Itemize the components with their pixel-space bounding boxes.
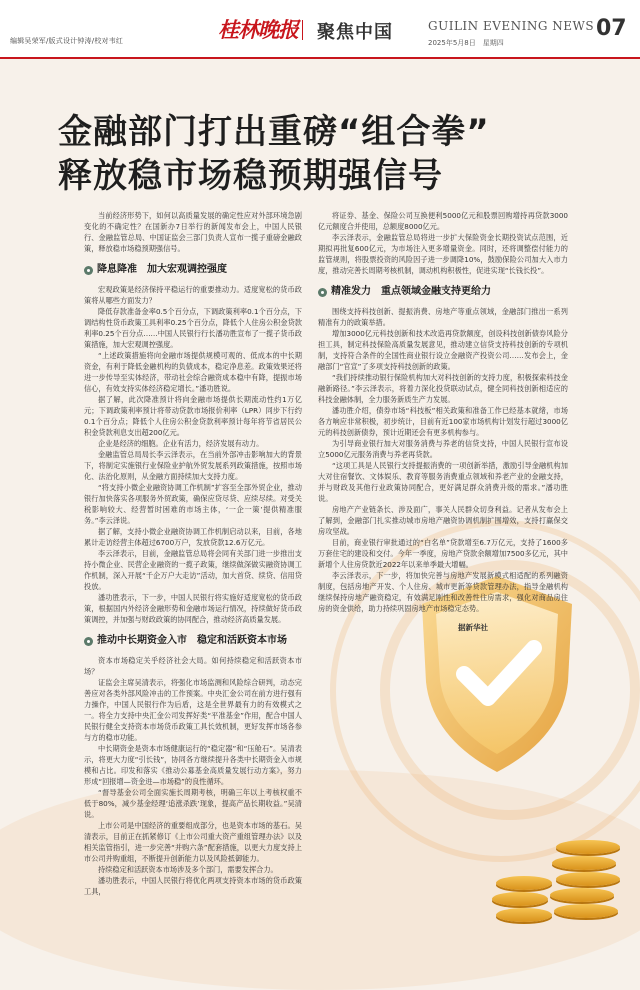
headline-line-1: 金融部门打出重磅“组合拳” (58, 112, 490, 152)
gold-coin (554, 904, 618, 918)
section-heading: 推动中长期资金入市 稳定和活跃资本市场 (84, 634, 302, 648)
header-divider (302, 20, 303, 40)
paragraph: 潘功胜介绍，债券市场“科技板”相关政策和准备工作已经基本就绪，市场各方响应非常积极，初步统计，目前有近100家市场机构计划发行超过3000亿元的科技创新债券，预计近期还会有更多机构参与。 (318, 406, 568, 437)
paper-english-name: GUILIN EVENING NEWS (428, 19, 595, 33)
paragraph: 中长期资金是资本市场健康运行的“稳定器”和“压舱石”。吴清表示，将更大力度“引长钱”，协同各方继续提升各类中长期资金入市规模和占比。印发和落实《推动公募基金高质量发展行动方案》，努力形成“回报增—资金进—市场稳”的良性循环。 (84, 744, 302, 786)
section-heading: 降息降准 加大宏观调控强度 (84, 263, 302, 277)
gold-coin (492, 892, 548, 906)
paragraph: 潘功胜表示，中国人民银行将优化两项支持资本市场的货币政策工具， (84, 876, 302, 896)
paragraph: 降低存款准备金率0.5个百分点，下调政策利率0.1个百分点，下调结构性货币政策工具利率0.25个百分点，降低个人住房公积金贷款利率0.25个百分点……中国人民银行行长潘功胜宣布了一揽子货币政策措施，加大宏观调控强度。 (84, 307, 302, 349)
paragraph: 潘功胜表示，下一步，中国人民银行将实施好适度宽松的货币政策，根据国内外经济金融形势和金融市场运行情况，持续做好货币政策调控，并加强与财政政策的协同配合，推动经济高质量发展。 (84, 593, 302, 624)
paragraph: 企业是经济的细胞。企业有活力，经济发展有动力。 (98, 439, 264, 448)
paragraph: “督导基金公司全面实施长周期考核，明确三年以上考核权重不低于80%，减少基金经理‘追涨杀跌’现象，提高产品长期收益。”吴清说。 (84, 788, 302, 819)
paragraph: 将证券、基金、保险公司互换便利5000亿元和股票回购增持再贷款3000亿元额度合并使用，总额度8000亿元。 (318, 211, 568, 231)
paragraph: 持续稳定和活跃资本市场涉及多个部门，需要发挥合力。 (98, 865, 278, 874)
gold-coin (496, 876, 552, 890)
bullet-circle-icon (84, 266, 93, 275)
gold-coin (496, 908, 552, 922)
paragraph: 李云泽表示，金融监管总局将进一步扩大保险资金长期投资试点范围，近期拟再批复600亿元，为市场注入更多增量资金。同时，还将调整偿付能力的监管规则，将股票投资的风险因子进一步调降10%，鼓励保险公司加大入市力度，推动完善长周期考核机制，调动机构积极性，促进实现“长钱长投”。 (318, 233, 568, 275)
paragraph: 为引导商业银行加大对服务消费与养老的信贷支持，中国人民银行宣布设立5000亿元服务消费与养老再贷款。 (318, 439, 568, 459)
paragraph: 李云泽表示，下一步，将加快完善与房地产发展新模式相适配的系列融资制度，包括房地产开发、个人住房、城市更新等贷款管理办法，指导金融机构继续保持房地产融资稳定，有效满足刚性和改善性住房需求，强化对商品房住房的资金供给，助力持续巩固房地产市场稳定态势。 (318, 571, 568, 613)
paragraph: 围绕支持科技创新、提振消费、房地产等重点领域，金融部门推出一系列精准有力的政策举措。 (318, 307, 568, 327)
paragraph: “我们持续推动银行保险机构加大对科技创新的支持力度，积极探索科技金融新路径。”李云泽表示，将着力深化投贷联动试点，健全同科技创新相适应的科技金融体制，全力服务新质生产力发展。 (318, 373, 568, 404)
paragraph: 上市公司是中国经济的重要组成部分，也是资本市场的基石。吴清表示，目前正在抓紧修订《上市公司重大资产重组管理办法》以及相关监管指引，进一步完善“并购六条”配套措施，以更大力度支持上市公司并购重组，不断提升创新能力以及风险抵御能力。 (84, 821, 302, 863)
paragraph: “将支持小微企业融资协调工作机制”扩容至全部外贸企业，推动银行加快落实各项服务外贸政策，确保应贷尽贷、应续尽续。对受关税影响较大、经营暂时困难的市场主体，‘一企一策’提供精准服务。”李云泽说。 (84, 483, 302, 525)
gold-coin (556, 840, 620, 854)
gold-coin (550, 888, 614, 902)
paragraph: 宏观政策是经济保持平稳运行的重要推动力。适度宽松的货币政策将从哪些方面发力？ (84, 285, 302, 305)
paragraph: 增加3000亿元科技创新和技术改造再贷款额度，创设科技创新债券风险分担工具，制定科技保险高质量发展意见，推动建立信贷支持科技创新的专项机制，支持符合条件的全国性商业银行设立金融资产投资公司……发布会上，金融部门“官宣”了多项支持科技创新的政策。 (318, 329, 568, 371)
paragraph: 据了解，此次降准预计将向金融市场提供长期流动性约1万亿元；下调政策利率预计将带动贷款市场报价利率（LPR）同步下行约0.1个百分点；降低个人住房公积金贷款利率预计每年将节省居民公积金贷款利息支出超200亿元。 (84, 395, 302, 437)
bullet-circle-icon (318, 288, 327, 297)
page-number: 07 (596, 16, 627, 41)
gold-coin (552, 856, 616, 870)
article-column-left (84, 210, 302, 897)
editor-credits: 编辑吴荣军/版式设计钟涛/校对韦红 (10, 37, 124, 45)
section-heading: 精准发力 重点领域金融支持更给力 (318, 285, 568, 299)
paragraph: 金融监管总局局长李云泽表示，在当前外部冲击影响加大的背景下，将制定实施银行业保险业护航外贸发展系列政策措施，按照市场化、法治化原则，从金融方面持续加大支持力度。 (84, 450, 302, 481)
paragraph: 目前，商业银行审批通过的“白名单”贷款增至6.7万亿元，支持了1600多万套住宅的建设和交付。今年一季度，房地产贷款余额增加7500多亿元，其中新增个人住房贷款近2022年以来单季最大增幅。 (318, 538, 568, 569)
paragraph: “上述政策措施将向金融市场提供规模可观的、低成本的中长期资金，有利于降低金融机构的负债成本，稳定净息差。政策效果还将进一步传导至实体经济，带动社会综合融资成本稳中有降，提振市场信心，有效支持实体经济稳定增长。”潘功胜说。 (84, 351, 302, 393)
paragraph: 房地产产业链条长、涉及面广，事关人民群众切身利益。记者从发布会上了解到，金融部门扎实推动城市房地产融资协调机制扩围增效，支持打赢保交房攻坚战。 (318, 505, 568, 536)
headline-line-2: 释放稳市场稳预期强信号 (58, 156, 443, 196)
bullet-circle-icon (84, 637, 93, 646)
page-header (0, 0, 640, 58)
paragraph: 证监会主席吴清表示，将强化市场监测和风险综合研判，动态完善应对各类外部风险冲击的工作预案。中央汇金公司在前方进行强有力操作，中国人民银行作为后盾，这是全世界最有力的有效模式之一。将全力支持中央汇金公司发挥好类“平准基金”作用，配合中国人民银行健全支持资本市场货币政策工具长效机制，更好发挥市场各参与方的稳市功能。 (84, 678, 302, 742)
paragraph: 据了解，支持小微企业融资协调工作机制启动以来，目前，各地累计走访经营主体超过6700万户，发放贷款12.6万亿元。 (84, 527, 302, 547)
article-column-right (318, 210, 568, 633)
paragraph: “这项工具是人民银行支持提振消费的一项创新举措，激励引导金融机构加大对住宿餐饮、文体娱乐、教育等服务消费重点领域和养老产业的金融支持，并与财政及其他行业政策协同配合，更好满足群众消费升级的需求。”潘功胜说。 (318, 461, 568, 503)
publication-date: 2025年5月8日 星期四 (428, 39, 504, 47)
lead-paragraph: 当前经济形势下，如何以高质量发展的确定性应对外部环境急剧变化的不确定性？在国新办7日举行的新闻发布会上，中国人民银行、金融监管总局、中国证监会三部门负责人宣布一揽子重磅金融政策，释放稳市场稳预期强信号。 (84, 211, 302, 253)
paragraph: 资本市场稳定关乎经济社会大局。如何持续稳定和活跃资本市场？ (84, 656, 302, 676)
gold-coin (556, 872, 620, 886)
news-source: 据新华社 (458, 623, 488, 632)
paragraph: 李云泽表示，目前，金融监管总局将会同有关部门进一步推出支持小微企业、民营企业融资的一揽子政策，继续做深做实融资协调工作机制，深入开展“千企万户大走访”活动，加大首贷、续贷、信用贷投放。 (84, 549, 302, 591)
header-rule (0, 57, 640, 59)
section-title: 聚焦中国 (317, 22, 393, 43)
newspaper-logo: 桂林晚报 (218, 17, 298, 42)
